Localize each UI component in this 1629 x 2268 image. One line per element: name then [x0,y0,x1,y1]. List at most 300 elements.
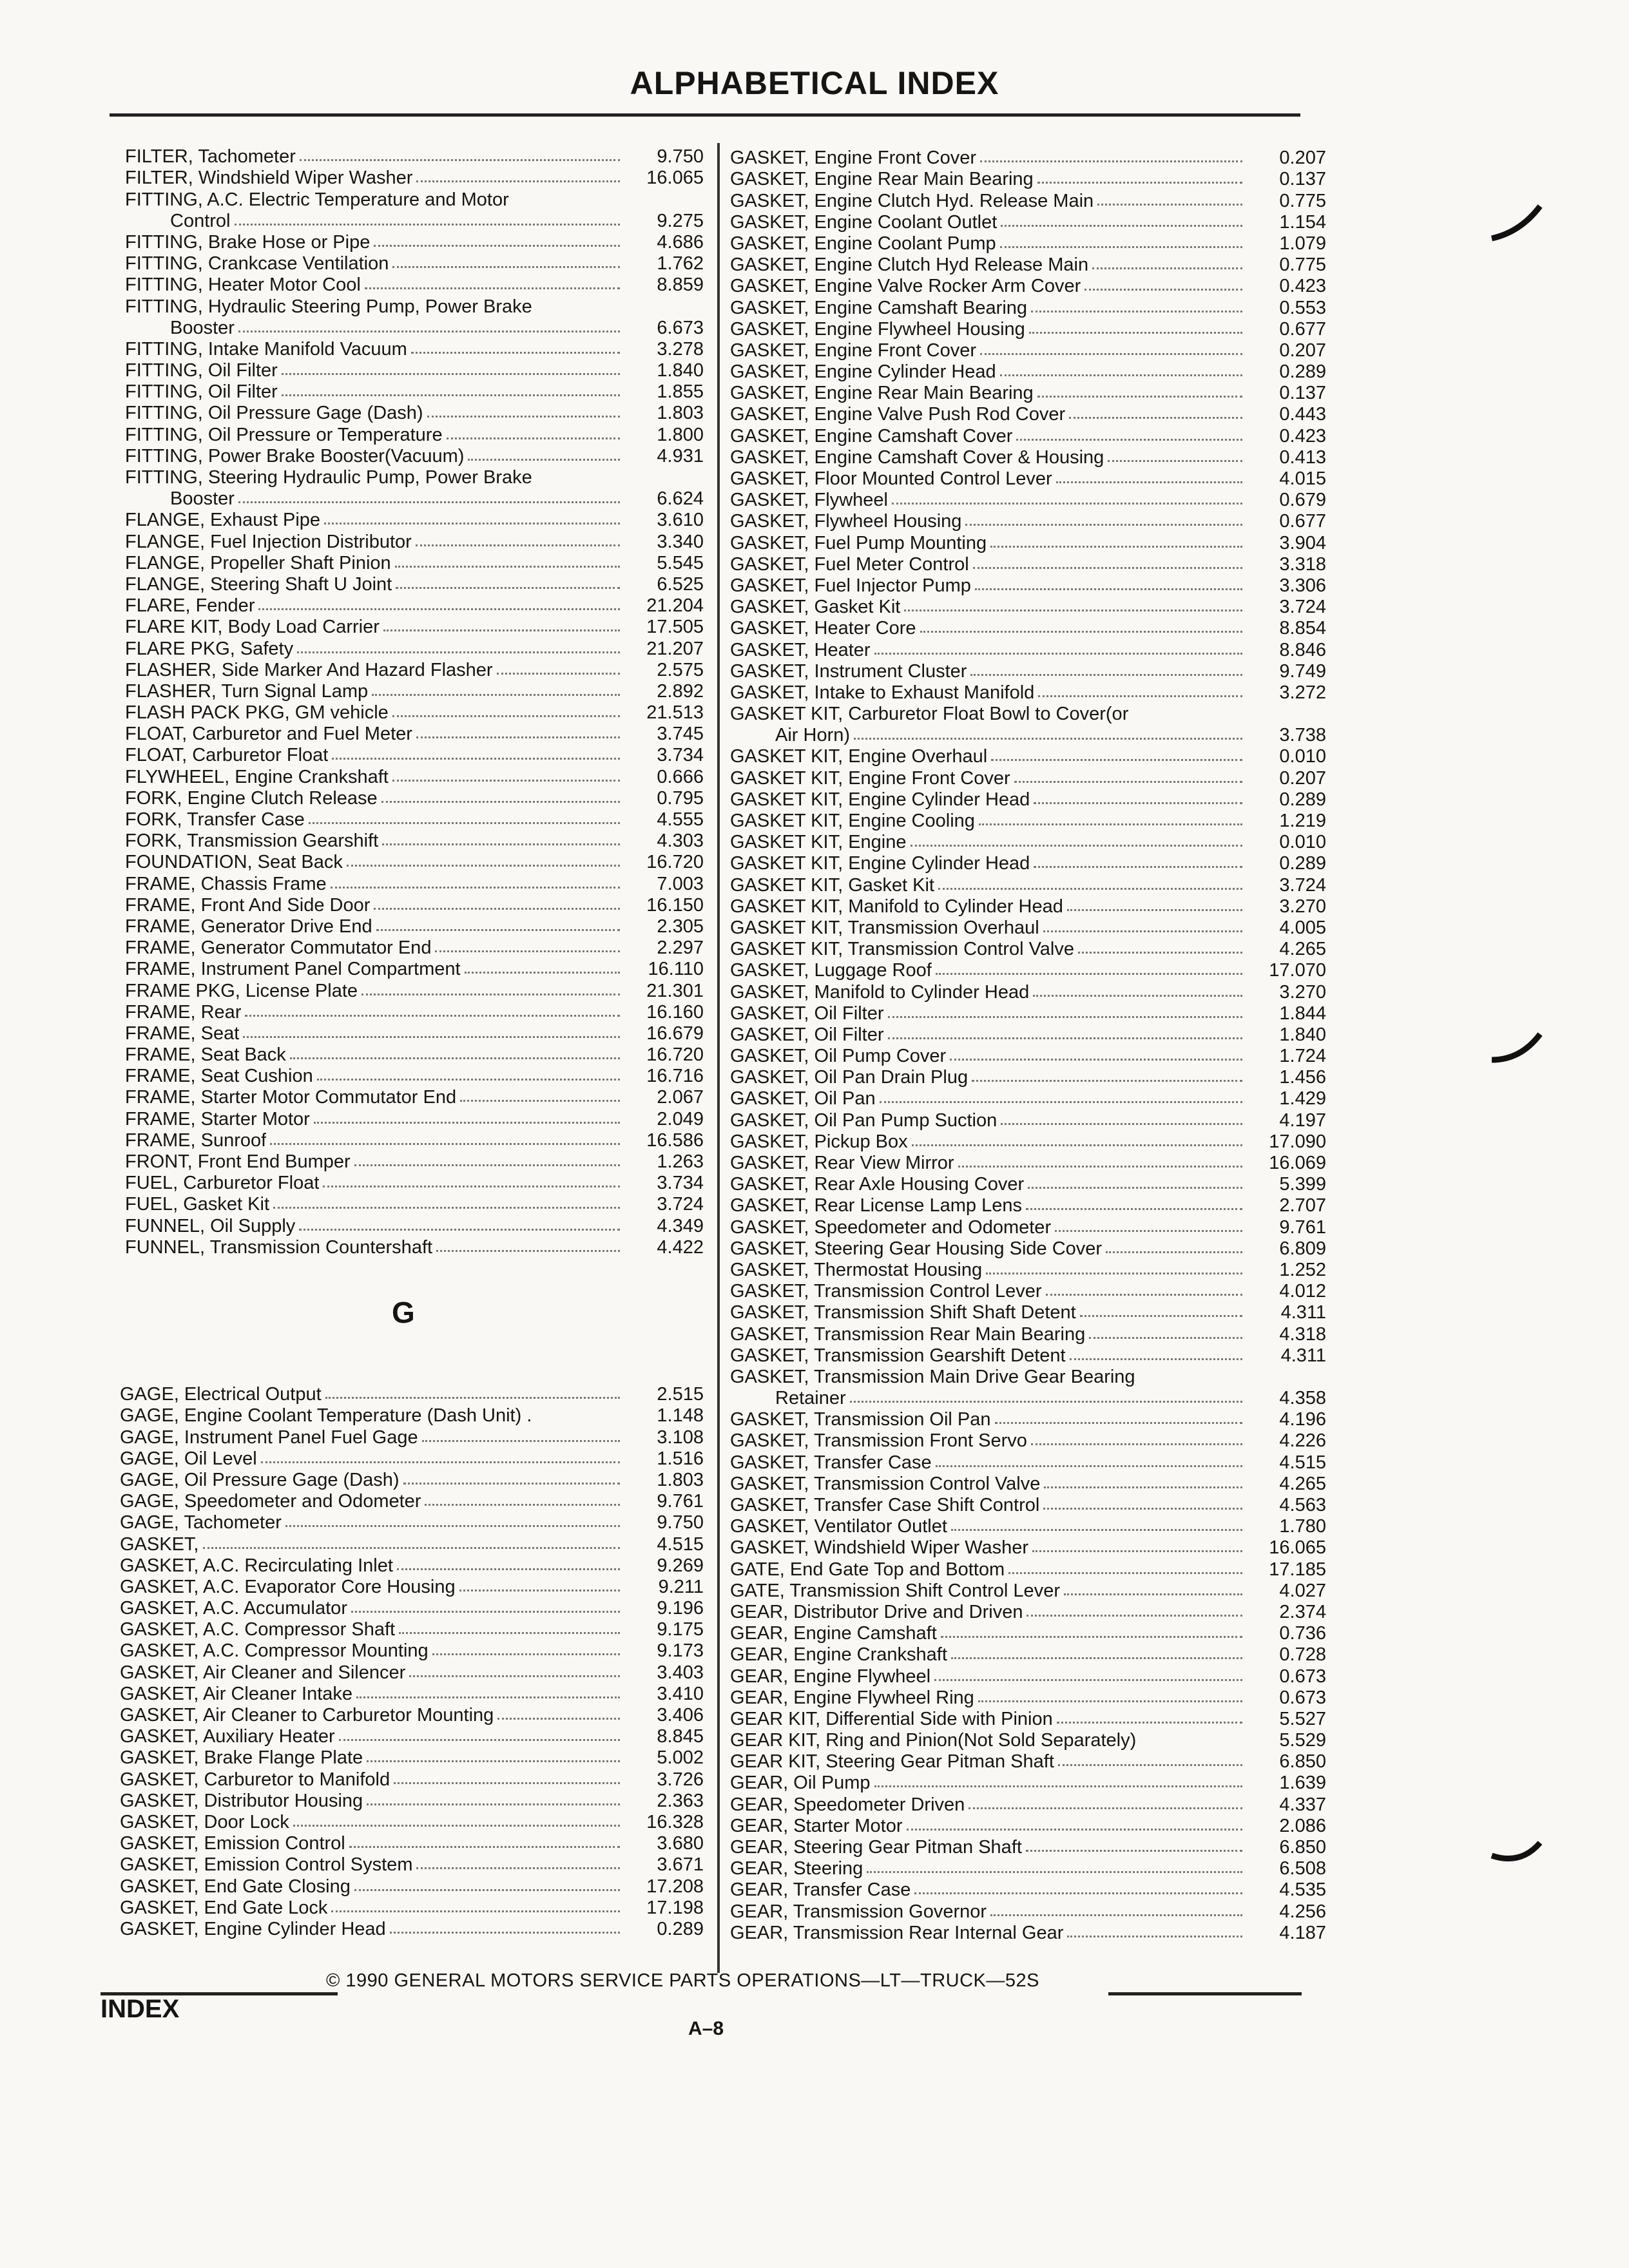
entry-name: Booster [170,489,235,510]
index-entry [730,532,1326,553]
dot-leader [914,1892,1242,1894]
dot-leader [354,1164,620,1166]
dot-leader [969,1807,1242,1809]
entry-page-ref: 4.012 [1279,1281,1326,1302]
index-entry [730,703,1326,724]
entry-page-ref: 17.070 [1269,960,1326,981]
entry-name: GASKET, Engine Valve Push Rod Cover [730,405,1066,425]
entry-name: GASKET, Engine Rear Main Bearing [730,169,1034,190]
dot-leader [1038,695,1242,697]
dot-leader [243,1036,620,1038]
index-entry [125,1215,704,1236]
entry-name: GEAR, Steering [730,1859,863,1879]
dot-leader [395,566,620,568]
dot-leader [273,1207,620,1209]
index-entry [730,211,1326,233]
index-entry [120,1832,704,1854]
entry-name: GASKET, Engine Coolant Outlet [730,212,998,233]
entry-page-ref: 3.904 [1279,532,1326,553]
entry-name: GEAR KIT, Ring and Pinion(Not Sold Separately) [730,1731,1137,1751]
entry-page-ref: 6.525 [657,573,704,595]
index-entry [125,381,704,402]
entry-name: GASKET, Rear Axle Housing Cover [730,1175,1025,1195]
entry-page-ref: 16.679 [646,1023,704,1044]
dot-leader [309,822,620,824]
index-entry [730,1045,1326,1066]
entry-page-ref: 9.196 [657,1598,704,1619]
dot-leader [1080,1315,1242,1317]
index-entry [125,423,704,445]
entry-name: GEAR, Distributor Drive and Driven [730,1602,1023,1622]
index-entry [730,361,1326,382]
entry-page-ref: 3.340 [657,531,704,552]
index-entry [125,253,704,274]
footer-section-label: INDEX [101,1995,180,2023]
index-entry [125,188,704,209]
entry-name: GASKET, A.C. Compressor Shaft [120,1620,396,1640]
entry-page-ref: 21.204 [646,595,704,617]
index-entry [730,745,1326,767]
entry-name: GASKET, Transmission Rear Main Bearing [730,1324,1086,1345]
entry-page-ref: 3.680 [657,1833,704,1854]
entry-page-ref: 9.173 [657,1640,704,1662]
index-entry [730,596,1326,617]
dot-leader [951,1657,1242,1659]
dot-leader [1067,1936,1242,1937]
index-entry [730,639,1326,660]
index-entry [730,724,1326,745]
entry-name: FUEL, Carburetor Float [125,1173,320,1194]
index-entry [730,617,1326,639]
dot-leader [1043,1508,1242,1510]
index-entry [730,275,1326,296]
dot-leader [938,888,1242,890]
entry-name: FLANGE, Steering Shaft U Joint [125,574,392,595]
entry-name: GAGE, Engine Coolant Temperature (Dash Unit) . [120,1406,532,1427]
dot-leader [427,416,621,418]
entry-name: GASKET, Pickup Box [730,1131,908,1152]
entry-name: GASKET, Transmission Control Valve [730,1474,1041,1494]
entry-page-ref: 2.049 [657,1108,704,1129]
page-title: ALPHABETICAL INDEX [630,65,999,101]
entry-page-ref: 3.406 [657,1705,704,1725]
index-entry [125,830,704,851]
dot-leader [1056,481,1242,483]
index-entry [125,616,704,637]
dot-leader [235,224,621,226]
dot-leader [245,1015,620,1017]
entry-page-ref: 16.150 [646,894,704,916]
entry-name: GEAR, Engine Camshaft [730,1624,937,1644]
index-entry [120,1768,704,1789]
index-entry [730,1131,1326,1152]
index-entry [120,1405,704,1426]
dot-leader [1029,332,1242,334]
index-entry [125,488,704,509]
index-entry [125,295,704,316]
dot-leader [874,653,1242,655]
index-entry [730,959,1326,981]
entry-page-ref: 0.207 [1279,767,1326,789]
index-entry [125,765,704,787]
index-entry [125,1086,704,1108]
entry-page-ref: 1.762 [657,253,704,274]
index-entry [730,1879,1326,1900]
entry-name: GASKET, Heater Core [730,619,916,639]
entry-name: FORK, Transfer Case [125,810,305,830]
index-entry [125,787,704,809]
entry-name: GASKET, A.C. Recirculating Inlet [120,1555,393,1576]
entry-name: FITTING, Intake Manifold Vacuum [125,339,407,360]
index-entry [730,831,1326,852]
index-entry [730,1558,1326,1579]
dot-leader [867,1871,1242,1873]
entry-page-ref: 1.219 [1279,811,1326,831]
entry-page-ref: 3.671 [657,1854,704,1876]
index-entry [730,1515,1326,1537]
index-entry [730,1858,1326,1879]
entry-page-ref: 4.303 [657,831,704,852]
dot-leader [1008,1572,1242,1574]
index-entry [125,894,704,916]
dot-leader [432,1653,620,1655]
entry-name: GASKET, Steering Gear Housing Side Cover [730,1238,1103,1259]
dot-leader [238,331,620,332]
entry-page-ref: 4.337 [1279,1794,1326,1815]
entry-name: GASKET, Engine Rear Main Bearing [730,383,1034,404]
index-entry [730,575,1326,596]
entry-page-ref: 4.349 [657,1215,704,1236]
index-entry [125,723,704,744]
entry-name: Control [170,211,231,231]
index-entry [730,1580,1326,1601]
index-entry [125,1193,704,1215]
dot-leader [376,929,620,931]
entry-name: GAGE, Oil Pressure Gage (Dash) [120,1470,400,1490]
entry-page-ref: 4.422 [657,1236,704,1258]
dot-leader [1067,909,1242,911]
index-entry [120,1897,704,1918]
entry-page-ref: 0.423 [1279,276,1326,297]
dot-leader [958,1166,1242,1168]
index-entry [125,338,704,360]
dot-leader [934,1679,1242,1681]
dot-leader [270,1143,620,1145]
footer-copyright: © 1990 GENERAL MOTORS SERVICE PARTS OPERATIONS—LT—TRUCK—52S [326,1970,1039,1991]
dot-leader [1089,1337,1242,1339]
footer-rule-right [1108,1992,1302,1995]
entry-name: FITTING, Heater Motor Cool [125,275,361,296]
entry-name: GASKET, Transmission Gearshift Detent [730,1345,1066,1366]
entry-page-ref: 4.265 [1279,1473,1326,1494]
dot-leader [282,394,620,396]
entry-page-ref: 5.527 [1279,1708,1326,1729]
index-entry [730,938,1326,959]
index-entry [125,317,704,338]
entry-name: GASKET, Transmission Main Drive Gear Bearing [730,1367,1135,1387]
index-entry [125,1172,704,1193]
entry-name: GASKET, Transmission Front Servo [730,1431,1027,1452]
index-entry [730,489,1326,510]
entry-name: GASKET, Speedometer and Odometer [730,1217,1052,1238]
entry-page-ref: 3.724 [657,1194,704,1215]
index-entry [120,1533,704,1554]
index-entry [120,1854,704,1875]
dot-leader [460,1100,620,1102]
index-entry [120,1576,704,1597]
entry-page-ref: 1.840 [1279,1024,1326,1045]
entry-page-ref: 1.639 [1279,1773,1326,1794]
entry-page-ref: 0.010 [1279,746,1326,767]
index-entry [730,1451,1326,1472]
entry-page-ref: 4.515 [657,1533,704,1555]
entry-name: GEAR, Speedometer Driven [730,1794,965,1815]
dot-leader [324,523,620,524]
entry-page-ref: 3.270 [1279,896,1326,917]
index-entry [730,468,1326,489]
entry-page-ref: 16.110 [648,959,704,980]
entry-name: GASKET, Distributor Housing [120,1791,363,1811]
dot-leader [374,245,620,247]
entry-name: GAGE, Instrument Panel Fuel Gage [120,1427,418,1448]
entry-page-ref: 0.736 [1279,1623,1326,1644]
entry-name: FLANGE, Propeller Shaft Pinion [125,553,391,573]
dot-leader [416,1867,620,1869]
entry-name: GASKET, Engine Coolant Pump [730,233,996,254]
dot-leader [351,1611,620,1613]
entry-page-ref: 4.015 [1279,468,1326,489]
dot-leader [973,567,1242,569]
index-entry [730,189,1326,211]
index-entry [125,530,704,552]
dot-leader [361,994,620,995]
dot-leader [1046,1294,1242,1296]
dot-leader [447,437,620,439]
index-entry [125,637,704,658]
index-entry [125,702,704,723]
entry-name: GASKET, Gasket Kit [730,597,901,618]
entry-name: GASKET, Manifold to Cylinder Head [730,982,1030,1003]
index-entry [125,466,704,488]
entry-name: GASKET, End Gate Lock [120,1898,328,1918]
index-entry [125,509,704,530]
entry-page-ref: 1.263 [657,1151,704,1172]
index-entry [730,147,1326,168]
entry-page-ref: 1.800 [657,424,704,445]
index-entry [730,510,1326,532]
index-entry [730,1408,1326,1430]
index-entry [730,447,1326,468]
entry-page-ref: 8.859 [657,274,704,296]
entry-name: Booster [170,318,235,338]
binder-mark [1489,1830,1547,1881]
index-entry [730,1387,1326,1408]
index-entry [730,340,1326,361]
entry-page-ref: 1.855 [657,381,704,403]
dot-leader [1108,460,1242,462]
entry-name: GASKET, Engine Camshaft Cover [730,426,1013,447]
dot-leader [282,373,620,375]
entry-name: GASKET, Emission Control [120,1834,345,1854]
entry-name: FRAME, Seat Cushion [125,1066,313,1087]
entry-page-ref: 3.270 [1279,981,1326,1003]
index-entry [730,852,1326,874]
entry-name: GASKET, Transfer Case Shift Control [730,1495,1040,1515]
entry-name: FRAME, Front And Side Door [125,895,371,916]
entry-name: GEAR, Steering Gear Pitman Shaft [730,1838,1022,1858]
dot-leader [979,823,1242,825]
entry-name: GASKET, A.C. Compressor Mounting [120,1641,429,1662]
index-entry [730,1003,1326,1024]
dot-leader [874,1785,1242,1787]
entry-name: GASKET, Windshield Wiper Washer [730,1538,1029,1559]
dot-leader [435,950,620,952]
entry-page-ref: 3.724 [1279,597,1326,618]
entry-name: GASKET, End Gate Closing [120,1876,351,1897]
dot-leader [1000,374,1242,376]
entry-name: GASKET, Engine Cylinder Head [120,1919,386,1939]
entry-name: GASKET, Engine Camshaft Cover & Housing [730,447,1104,468]
entry-name: GAGE, Tachometer [120,1513,282,1533]
index-entry [730,296,1326,318]
dot-leader [238,501,620,503]
entry-page-ref: 2.363 [657,1790,704,1811]
index-entry [730,1024,1326,1045]
entry-name: GASKET KIT, Manifold to Cylinder Head [730,896,1063,917]
index-entry [730,254,1326,275]
dot-leader [907,1829,1242,1831]
entry-name: FRAME, Starter Motor Commutator End [125,1088,457,1108]
dot-leader [1014,781,1242,783]
entry-page-ref: 8.854 [1279,618,1326,639]
index-entry [730,1644,1326,1665]
entry-page-ref: 4.265 [1279,939,1326,960]
entry-name: FRAME, Sunroof [125,1130,267,1151]
entry-page-ref: 4.027 [1279,1580,1326,1601]
dot-leader [936,973,1242,975]
entry-page-ref: 4.005 [1279,917,1326,938]
entry-name: GASKET, Ventilator Outlet [730,1517,947,1537]
entry-page-ref: 6.850 [1279,1837,1326,1858]
index-entry [730,1494,1326,1515]
entry-name: FITTING, A.C. Electric Temperature and Motor [125,189,509,210]
index-entry [730,1537,1326,1558]
entry-name: GASKET, Intake to Exhaust Manifold [730,682,1035,703]
index-entry [730,1622,1326,1644]
entry-name: GASKET KIT, Engine [730,832,907,853]
entry-page-ref: 3.610 [657,510,704,531]
index-entry [120,1683,704,1704]
dot-leader [372,694,620,696]
index-entry [120,1383,704,1405]
entry-name: FITTING, Crankcase Ventilation [125,254,389,274]
dot-leader [892,503,1242,505]
entry-name: FORK, Transmission Gearshift [125,831,379,852]
index-entry [125,573,704,595]
entry-name: FLARE PKG, Safety [125,639,294,659]
entry-page-ref: 17.198 [646,1897,704,1918]
index-entry [125,146,704,167]
entry-name: GASKET, Engine Cylinder Head [730,362,996,383]
index-entry [730,1109,1326,1130]
index-entry [730,874,1326,895]
dot-leader [392,780,620,782]
entry-page-ref: 0.679 [1279,490,1326,511]
dot-leader [975,588,1242,590]
entry-name: GASKET KIT, Transmission Overhaul [730,918,1039,938]
entry-page-ref: 9.750 [657,146,704,168]
entry-name: FLASHER, Turn Signal Lamp [125,681,369,702]
entry-page-ref: 9.211 [658,1576,704,1597]
index-entry [730,767,1326,788]
binder-mark [1489,1024,1547,1076]
entry-name: GASKET, Oil Pan [730,1089,876,1110]
dot-leader [904,610,1242,611]
dot-leader [425,1504,620,1506]
entry-page-ref: 3.745 [657,724,704,745]
entry-name: FLANGE, Fuel Injection Distributor [125,532,412,552]
index-entry [125,210,704,231]
dot-leader [347,865,620,867]
dot-leader [880,1101,1242,1103]
entry-name: GASKET, Door Lock [120,1812,289,1832]
binder-mark [1489,193,1547,245]
dot-leader [1028,1187,1242,1189]
entry-page-ref: 0.289 [1279,853,1326,874]
entry-name: FITTING, Brake Hose or Pipe [125,232,371,253]
entry-name: FLASHER, Side Marker And Hazard Flasher [125,660,493,680]
index-entry [120,1469,704,1490]
entry-name: GASKET, A.C. Accumulator [120,1599,347,1619]
entry-page-ref: 3.306 [1279,575,1326,596]
entry-page-ref: 0.207 [1279,148,1326,169]
dot-leader [1058,1764,1242,1766]
index-entry [730,553,1326,575]
entry-name: FRAME, Seat [125,1023,240,1044]
entry-name: GASKET, Engine Front Cover [730,340,976,361]
dot-leader [1044,1486,1242,1488]
entry-page-ref: 1.516 [657,1448,704,1469]
entry-name: GASKET, Thermostat Housing [730,1260,983,1280]
dot-leader [936,1465,1242,1467]
entry-name: GASKET, Transmission Oil Pan [730,1410,991,1430]
entry-name: GASKET, Engine Clutch Hyd Release Main [730,255,1089,276]
dot-leader [497,673,620,675]
entry-page-ref: 16.065 [646,168,704,189]
entry-page-ref: 4.931 [657,445,704,466]
dot-leader [317,1079,620,1081]
entry-page-ref: 1.840 [657,360,704,381]
entry-name: GASKET, Instrument Cluster [730,661,967,682]
index-entry [120,1426,704,1447]
index-entry [730,318,1326,340]
entry-page-ref: 1.724 [1279,1046,1326,1067]
dot-leader [941,1636,1242,1638]
dot-leader [411,352,620,354]
entry-name: FLASH PACK PKG, GM vehicle [125,703,389,724]
index-entry [730,682,1326,703]
entry-name: GATE, Transmission Shift Control Lever [730,1581,1060,1601]
dot-leader [1031,1443,1242,1445]
index-entry [125,231,704,253]
index-entry [125,1065,704,1086]
index-entry [730,1473,1326,1494]
entry-name: GASKET, A.C. Evaporator Core Housing [120,1577,456,1597]
dot-leader [331,1910,620,1912]
entry-page-ref: 9.761 [657,1491,704,1512]
entry-page-ref: 0.795 [657,787,704,809]
entry-name: GAGE, Electrical Output [120,1385,322,1405]
